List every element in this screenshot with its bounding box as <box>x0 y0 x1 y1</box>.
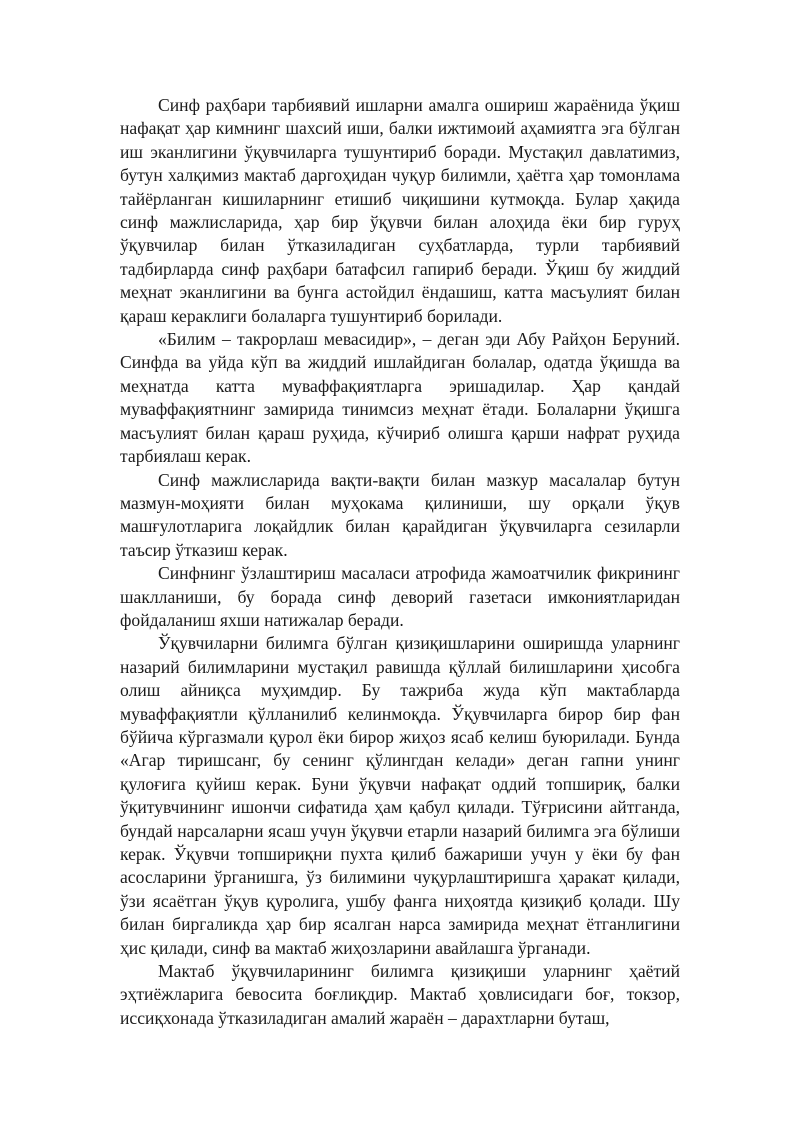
paragraph-2: «Билим – такрорлаш мевасидир», – деган эди Абу Райҳон Беруний. Синфда ва уйда кўп ва жиддий ишлайдиган болалар, одатда ўқишда ва меҳнатда катта муваффақиятларга эришадилар. Ҳар қандай муваффақиятнинг замирида тинимсиз меҳнат ётади. Болаларни ўқишга масъулият билан қараш руҳида, кўчириб олишга қарши нафрат руҳида тарбиялаш керак. <box>120 329 680 467</box>
document-body <box>120 94 680 1030</box>
paragraph-1: Синф раҳбари тарбиявий ишларни амалга ошириш жараёнида ўқиш нафақат ҳар кимнинг шахсий иши, балки ижтимоий аҳамиятга эга бўлган иш эканлигини ўқувчиларга тушунтириб боради. Мустақил давлатимиз, бутун халқимиз мактаб даргоҳидан чуқур билимли, ҳаётга ҳар томонлама тайёрланган кишиларнинг етишиб чиқишини кутмоқда. Булар ҳақида синф мажлисларида, ҳар бир ўқувчи билан алоҳида ёки бир гуруҳ ўқувчилар билан ўтказиладиган суҳбатларда, турли тарбиявий тадбирларда синф раҳбари батафсил гапириб беради. Ўқиш бу жиддий меҳнат эканлигини ва бунга астойдил ёндашиш, катта масъулият билан қараш кераклиги болаларга тушунтириб борилади. <box>120 95 680 326</box>
paragraph-6: Мактаб ўқувчиларининг билимга қизиқиши уларнинг ҳаётий эҳтиёжларига бевосита боғлиқдир. Мактаб ҳовлисидаги боғ, токзор, иссиқхонада ўтказиладиган амалий жараён – дарахтларни буташ, <box>120 961 680 1028</box>
paragraph-5: Ўқувчиларни билимга бўлган қизиқишларини оширишда уларнинг назарий билимларини мустақил равишда қўллай билишларини ҳисобга олиш айниқса муҳимдир. Бу тажриба жуда кўп мактабларда муваффақиятли қўлланилиб келинмоқда. Ўқувчиларга бирор бир фан бўйича кўргазмали қурол ёки бирор жиҳоз ясаб келиш буюрилади. Бунда «Агар тиришсанг, бу сенинг қўлингдан келади» деган гапни унинг қулоғига қуйиш керак. Буни ўқувчи нафақат оддий топшириқ, балки ўқитувчининг ишончи сифатида ҳам қабул қилади. Тўғрисини айтганда, бундай нарсаларни ясаш учун ўқувчи етарли назарий билимга эга бўлиши керак. Ўқувчи топшириқни пухта қилиб бажариши учун у ёки бу фан асосларини ўрганишга, ўз билимини чуқурлаштиришга ҳаракат қилади, ўзи ясаётган ўқув қуролига, ушбу фанга ниҳоятда қизиқиб қолади. Шу билан биргаликда ҳар бир ясалган нарса замирида меҳнат ётганлигини ҳис қилади, синф ва мактаб жиҳозларини авайлашга ўрганади. <box>120 633 680 958</box>
paragraph-3: Синф мажлисларида вақти-вақти билан мазкур масалалар бутун мазмун-моҳияти билан муҳокама қилиниши, шу орқали ўқув машғулотларига лоқайдлик билан қарайдиган ўқувчиларга сезиларли таъсир ўтказиш керак. <box>120 469 680 560</box>
paragraph-4: Синфнинг ўзлаштириш масаласи атрофида жамоатчилик фикрининг шаклланиши, бу борада синф деворий газетаси имкониятларидан фойдаланиш яхши натижалар беради. <box>120 563 680 630</box>
